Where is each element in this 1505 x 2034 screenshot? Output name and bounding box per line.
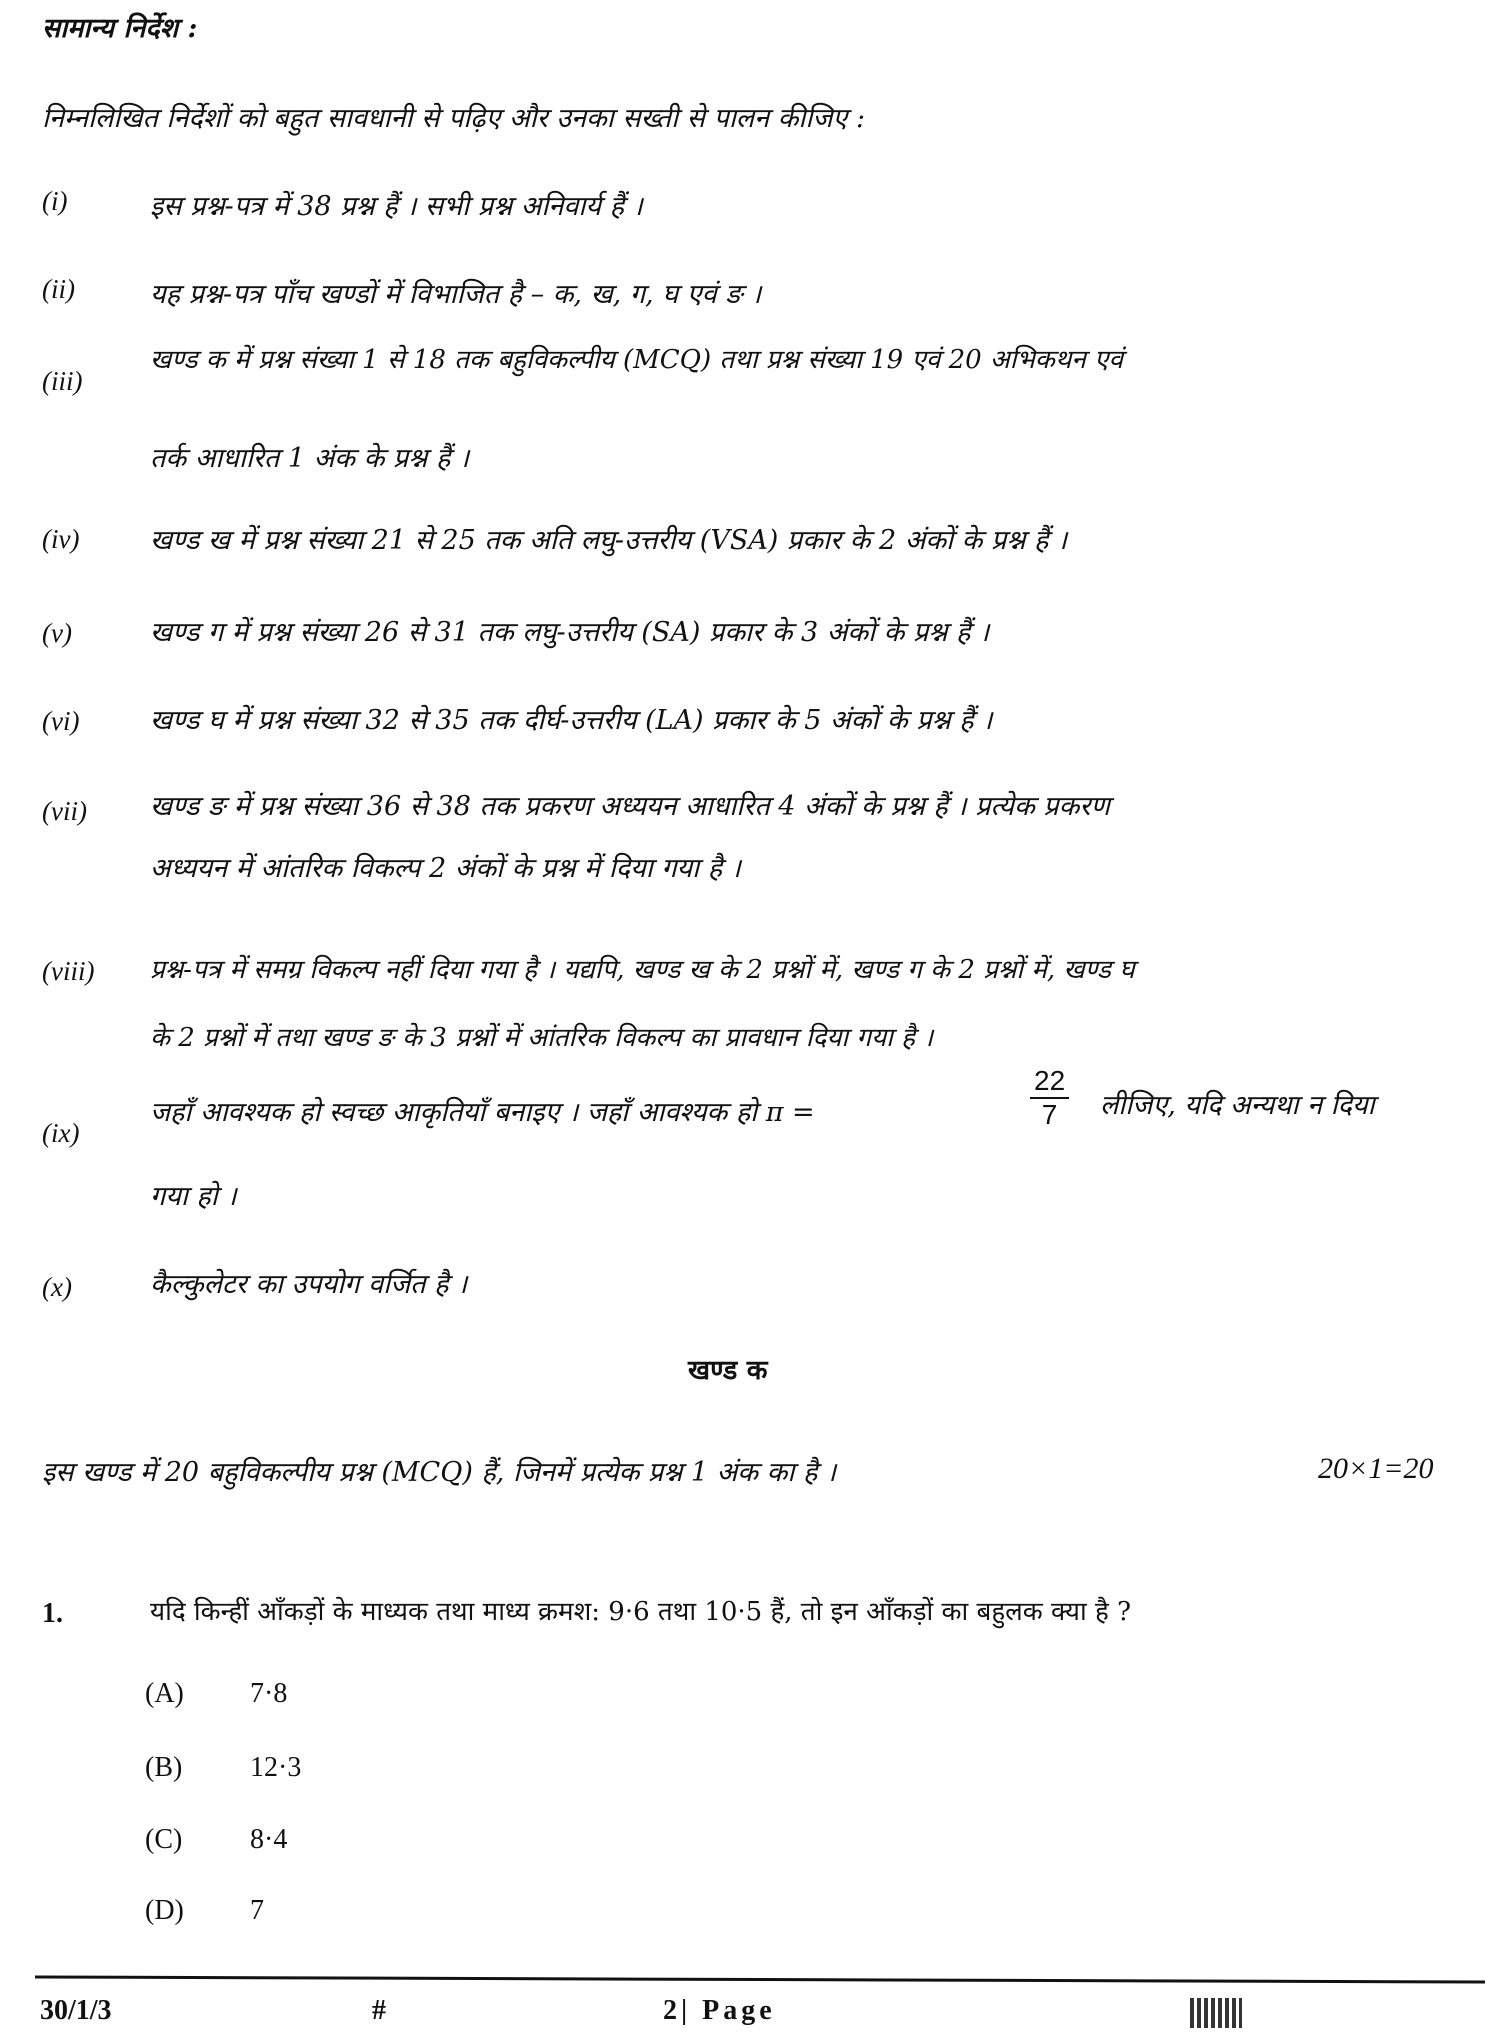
instructions-intro: निम्नलिखित निर्देशों को बहुत सावधानी से पढ़िए और उनका सख्ती से पालन कीजिए : [42, 103, 866, 134]
instruction-text: अध्ययन में आंतरिक विकल्प 2 अंकों के प्रश्न में दिया गया है । [150, 853, 741, 884]
instruction-label: (i) [42, 186, 68, 216]
instruction-text: इस प्रश्न-पत्र में 38 प्रश्न हैं । सभी प्रश्न अनिवार्य हैं । [150, 191, 643, 222]
instruction-text: खण्ड क में प्रश्न संख्या 1 से 18 तक बहुविकल्पीय (MCQ) तथा प्रश्न संख्या 19 एवं 20 अभिकथन एवं [150, 345, 1123, 375]
section-title: खण्ड क [688, 1355, 768, 1386]
pi-denominator: 7 [1041, 1099, 1058, 1130]
instruction-text: तर्क आधारित 1 अंक के प्रश्न हैं । [150, 443, 470, 474]
footer-divider [35, 1975, 1485, 1983]
instruction-label: (vi) [42, 706, 80, 736]
option-value: 12·3 [250, 1752, 302, 1783]
option-label: (C) [145, 1824, 183, 1855]
instruction-text: गया हो । [150, 1181, 237, 1212]
option-label: (A) [145, 1678, 184, 1709]
instruction-text: जहाँ आवश्यक हो स्वच्छ आकृतियाँ बनाइए । जहाँ आवश्यक हो π = [150, 1097, 815, 1128]
instruction-label: (ix) [42, 1118, 80, 1148]
instruction-text: खण्ड घ में प्रश्न संख्या 32 से 35 तक दीर्घ-उत्तरीय (LA) प्रकार के 5 अंकों के प्रश्न हैं । [150, 705, 993, 736]
instruction-label: (x) [42, 1272, 72, 1302]
option-label: (B) [145, 1752, 183, 1783]
instruction-text: प्रश्न-पत्र में समग्र विकल्प नहीं दिया गया है । यद्यपि, खण्ड ख के 2 प्रश्नों में, खण्ड ग के 2 प्रश्नों में, खण्ड घ [150, 955, 1135, 985]
instruction-text: के 2 प्रश्नों में तथा खण्ड ङ के 3 प्रश्नों में आंतरिक विकल्प का प्रावधान दिया गया है । [150, 1023, 934, 1053]
section-intro: इस खण्ड में 20 बहुविकल्पीय प्रश्न (MCQ) हैं, जिनमें प्रत्येक प्रश्न 1 अंक का है । [42, 1457, 837, 1488]
instruction-text: खण्ड ग में प्रश्न संख्या 26 से 31 तक लघु-उत्तरीय (SA) प्रकार के 3 अंकों के प्रश्न हैं । [150, 617, 990, 648]
question-text: यदि किन्हीं आँकड़ों के माध्यक तथा माध्य क्रमश: 9·6 तथा 10·5 हैं, तो इन आँकड़ों का बहुलक क्या है ? [150, 1597, 1132, 1627]
question-number: 1. [42, 1598, 63, 1629]
instruction-text: कैल्कुलेटर का उपयोग वर्जित है । [150, 1269, 468, 1300]
instruction-label: (v) [42, 618, 72, 648]
qr-code-icon [1190, 1998, 1242, 2028]
instruction-text: यह प्रश्न-पत्र पाँच खण्डों में विभाजित है – क, ख, ग, घ एवं ङ । [150, 279, 762, 310]
option-value: 8·4 [250, 1824, 288, 1855]
option-value: 7·8 [250, 1678, 288, 1709]
instruction-text: लीजिए, यदि अन्यथा न दिया [1100, 1090, 1375, 1121]
instruction-label: (iv) [42, 524, 80, 554]
pi-numerator: 22 [1030, 1065, 1069, 1099]
option-label: (D) [145, 1895, 184, 1926]
pi-fraction [1030, 1065, 1069, 1131]
page-number: 2| Page [663, 1995, 776, 2026]
instructions-heading: सामान्य निर्देश : [42, 13, 198, 44]
instruction-text: खण्ड ङ में प्रश्न संख्या 36 से 38 तक प्रकरण अध्ययन आधारित 4 अंकों के प्रश्न हैं । प्रत्येक प्रकरण [150, 791, 1110, 822]
hash-mark: # [372, 1995, 386, 2026]
paper-code: 30/1/3 [40, 1995, 112, 2026]
instruction-text: खण्ड ख में प्रश्न संख्या 21 से 25 तक अति लघु-उत्तरीय (VSA) प्रकार के 2 अंकों के प्रश्न हैं । [150, 525, 1068, 556]
instruction-label: (viii) [42, 956, 95, 986]
instruction-label: (ii) [42, 274, 75, 304]
option-value: 7 [250, 1895, 264, 1926]
instruction-label: (vii) [42, 796, 87, 826]
instruction-label: (iii) [42, 366, 83, 396]
section-marks: 20×1=20 [1318, 1452, 1434, 1485]
